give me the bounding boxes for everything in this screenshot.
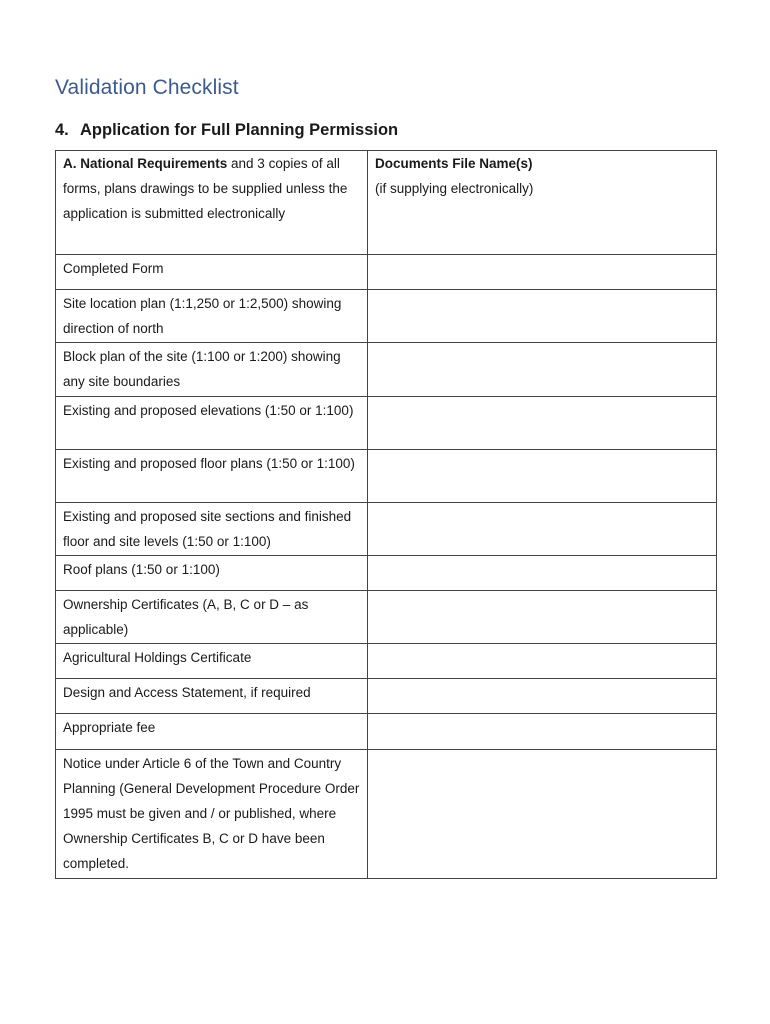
- table-row: [56, 450, 717, 503]
- checklist-table: [55, 150, 717, 879]
- section-title: Application for Full Planning Permission: [80, 121, 399, 139]
- table-row: [56, 644, 717, 679]
- table-row: [56, 750, 717, 879]
- file-name-cell[interactable]: [368, 679, 717, 714]
- table-row: [56, 556, 717, 591]
- file-name-cell[interactable]: [368, 397, 717, 450]
- file-name-cell[interactable]: [368, 290, 717, 343]
- file-name-cell[interactable]: [368, 556, 717, 591]
- requirement-cell: Roof plans (1:50 or 1:100): [56, 556, 368, 591]
- file-names-header-label: Documents File Name(s): [375, 156, 533, 171]
- requirement-cell: Appropriate fee: [56, 714, 368, 750]
- section-number: 4.: [55, 121, 69, 139]
- file-name-cell[interactable]: [368, 591, 717, 644]
- requirements-header-cell: [56, 151, 368, 255]
- file-names-header-cell: [368, 151, 717, 255]
- requirements-header-label: A. National Requirements: [63, 156, 228, 171]
- section-heading: [55, 121, 398, 140]
- table-row: [56, 397, 717, 450]
- file-name-cell[interactable]: [368, 714, 717, 750]
- table-header-row: [56, 151, 717, 255]
- page-title: Validation Checklist: [55, 76, 239, 99]
- file-name-cell[interactable]: [368, 750, 717, 879]
- requirement-cell: Existing and proposed site sections and finished floor and site levels (1:50 or 1:100): [56, 503, 368, 556]
- table-row: [56, 255, 717, 290]
- file-name-cell[interactable]: [368, 255, 717, 290]
- table-row: [56, 591, 717, 644]
- file-name-cell[interactable]: [368, 503, 717, 556]
- file-name-cell[interactable]: [368, 450, 717, 503]
- table-row: [56, 290, 717, 343]
- table-row: [56, 679, 717, 714]
- requirement-cell: Existing and proposed elevations (1:50 or 1:100): [56, 397, 368, 450]
- requirement-cell: Completed Form: [56, 255, 368, 290]
- file-name-cell[interactable]: [368, 343, 717, 397]
- table-row: [56, 503, 717, 556]
- table-row: [56, 714, 717, 750]
- requirement-cell: Block plan of the site (1:100 or 1:200) showing any site boundaries: [56, 343, 368, 397]
- file-name-cell[interactable]: [368, 644, 717, 679]
- requirement-cell: Ownership Certificates (A, B, C or D – as applicable): [56, 591, 368, 644]
- requirement-cell: Design and Access Statement, if required: [56, 679, 368, 714]
- requirement-cell: Notice under Article 6 of the Town and Country Planning (General Development Procedure Order 1995 must be given and / or published, where Ownership Certificates B, C or D have been completed.: [56, 750, 368, 879]
- requirements-header-description: and 3 copies of all forms, plans drawings to be supplied unless the application is submitted electronically: [63, 156, 348, 221]
- requirement-cell: Existing and proposed floor plans (1:50 or 1:100): [56, 450, 368, 503]
- requirement-cell: Site location plan (1:1,250 or 1:2,500) showing direction of north: [56, 290, 368, 343]
- requirement-cell: Agricultural Holdings Certificate: [56, 644, 368, 679]
- table-row: [56, 343, 717, 397]
- file-names-header-note: (if supplying electronically): [375, 181, 534, 196]
